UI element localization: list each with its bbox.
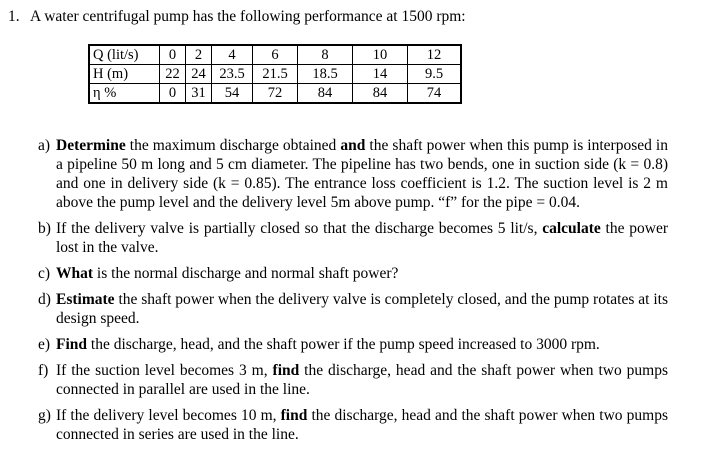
keyword-text: find: [272, 362, 300, 379]
table-cell: 2: [186, 45, 212, 65]
sub-question-label: f): [38, 362, 49, 379]
sub-question: [38, 219, 668, 257]
body-text: the maximum discharge obtained: [125, 137, 341, 154]
table-cell: 74: [408, 84, 462, 104]
row-header-efficiency: η %: [89, 84, 160, 104]
question-text: A water centrifugal pump has the following performance at 1500 rpm:: [30, 8, 466, 25]
table-cell: 21.5: [253, 65, 298, 84]
body-text: If the delivery level becomes 10 m,: [56, 407, 281, 424]
table-cell: 24: [186, 65, 212, 84]
table-cell: 12: [408, 45, 462, 65]
table-cell: 31: [186, 84, 212, 104]
table-cell: 84: [353, 84, 408, 104]
table-cell: 0: [160, 45, 186, 65]
sub-question-list: [38, 136, 668, 451]
body-text: the power lost in the valve.: [56, 220, 669, 256]
table-cell: 9.5: [408, 65, 462, 84]
body-text: is the normal discharge and normal shaft power?: [93, 265, 399, 282]
keyword-text: and: [340, 137, 366, 154]
table-cell: 6: [253, 45, 298, 65]
table-cell: 0: [160, 84, 186, 104]
body-text: the discharge, head and the shaft power when two pumps connected in series are used in the line.: [56, 407, 668, 443]
keyword-text: calculate: [542, 220, 601, 237]
sub-question: [38, 264, 668, 283]
table-cell: 18.5: [298, 65, 353, 84]
body-text: the shaft power when the delivery valve is completely closed, and the pump rotates at its design speed.: [56, 291, 668, 327]
sub-question: [38, 290, 668, 328]
sub-question-label: a): [38, 137, 51, 154]
table-cell: 23.5: [212, 65, 253, 84]
sub-question-text: [56, 219, 668, 257]
sub-question-label: e): [38, 336, 51, 353]
sub-question-text: [56, 136, 668, 212]
sub-question: [38, 136, 668, 212]
sub-question-label: g): [38, 407, 51, 424]
table-cell: 54: [212, 84, 253, 104]
table-cell: 84: [298, 84, 353, 104]
sub-question-label: d): [38, 291, 51, 308]
body-text: If the suction level becomes 3 m,: [56, 362, 273, 379]
table-cell: 72: [253, 84, 298, 104]
sub-question-label: c): [38, 265, 51, 282]
sub-question-text: [56, 335, 668, 354]
row-header-head: H (m): [89, 65, 160, 84]
table-cell: 10: [353, 45, 408, 65]
table-row-discharge: [89, 45, 461, 65]
keyword-text: Determine: [56, 137, 126, 154]
sub-question-text: [56, 264, 668, 283]
row-header-discharge: Q (lit/s): [89, 45, 160, 65]
body-text: the discharge, head and the shaft power when two pumps connected in parallel are used in the line.: [56, 362, 668, 398]
performance-table: [88, 44, 462, 104]
sub-question: [38, 361, 668, 399]
table-cell: 22: [160, 65, 186, 84]
sub-question: [38, 335, 668, 354]
keyword-text: Estimate: [56, 291, 115, 308]
sub-question-text: [56, 290, 668, 328]
question-heading: [8, 7, 466, 27]
body-text: the shaft power when this pump is interposed in a pipeline 50 m long and 5 cm diameter. The pipeline has two bends, one in suction side (k = 0.8) and one in delivery side (k = 0.85). The entrance loss coefficient is 1.2. The suction level is 2 m above the pump level and the delivery level 5m above pump. “f” for the pipe = 0.04.: [56, 137, 668, 211]
sub-question-text: [56, 406, 668, 444]
keyword-text: find: [280, 407, 308, 424]
table-cell: 14: [353, 65, 408, 84]
table-row-head: [89, 65, 461, 84]
body-text: the discharge, head, and the shaft power if the pump speed increased to 3000 rpm.: [87, 336, 600, 353]
table-cell: 8: [298, 45, 353, 65]
table-row-efficiency: [89, 84, 461, 104]
keyword-text: Find: [56, 336, 88, 353]
sub-question: [38, 406, 668, 444]
table-cell: 4: [212, 45, 253, 65]
sub-question-text: [56, 361, 668, 399]
body-text: If the delivery valve is partially closed so that the discharge becomes 5 lit/s,: [56, 220, 543, 237]
question-number: 1.: [8, 8, 20, 25]
sub-question-label: b): [38, 220, 51, 237]
keyword-text: What: [56, 265, 94, 282]
